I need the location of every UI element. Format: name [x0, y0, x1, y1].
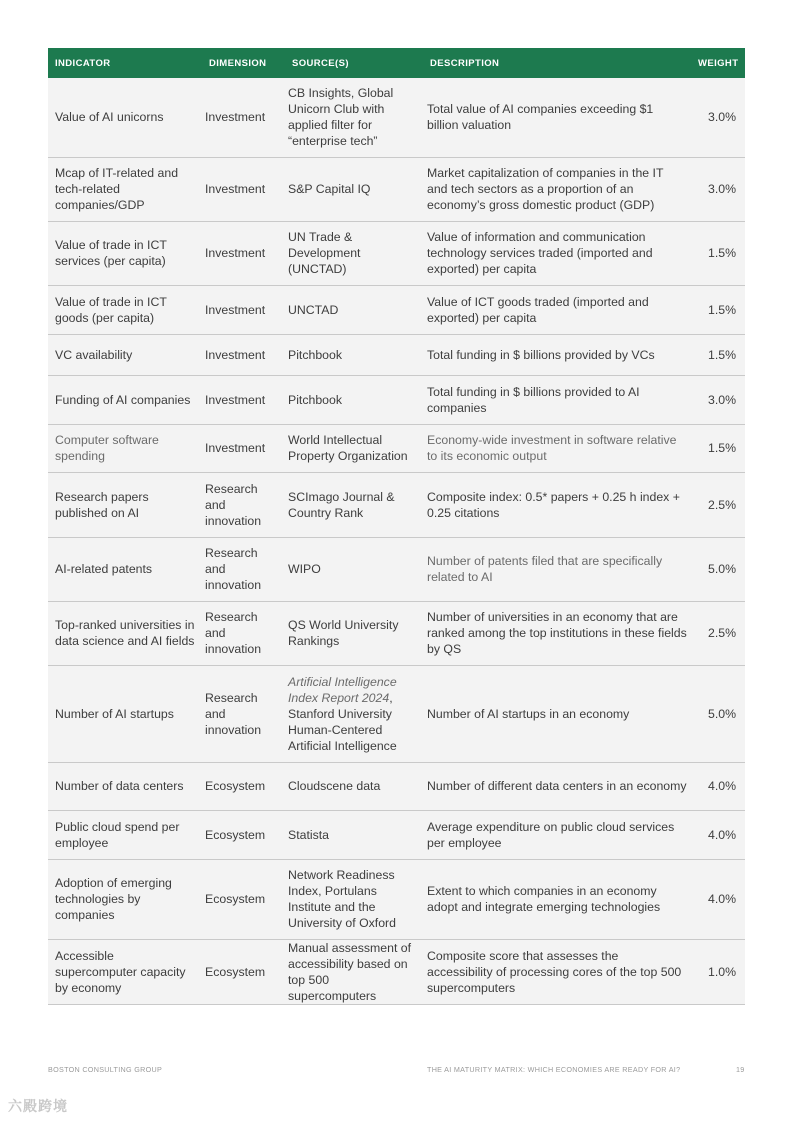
description-cell: Value of ICT goods traded (imported and exported) per capita	[423, 285, 691, 334]
description-cell: Value of information and communication technology services traded (imported and exported) per capita	[423, 221, 691, 285]
dimension-cell: Research and innovation	[202, 472, 285, 537]
table-row	[48, 537, 745, 601]
weight-cell: 2.5%	[691, 472, 745, 537]
description-cell: Composite score that assesses the accessibility of processing cores of the top 500 supercomputers	[423, 939, 691, 1004]
dimension-cell: Ecosystem	[202, 859, 285, 939]
indicator-cell: Research papers published on AI	[48, 472, 202, 537]
dimension-cell: Investment	[202, 334, 285, 375]
table-row	[48, 859, 745, 939]
dimension-cell: Research and innovation	[202, 665, 285, 762]
dimension-cell: Research and innovation	[202, 601, 285, 665]
dimension-cell: Investment	[202, 157, 285, 221]
description-cell: Extent to which companies in an economy adopt and integrate emerging technologies	[423, 859, 691, 939]
dimension-cell: Investment	[202, 285, 285, 334]
table-row	[48, 939, 745, 1004]
table-row	[48, 375, 745, 424]
source-cell: UN Trade & Development (UNCTAD)	[285, 221, 423, 285]
source-cell: Network Readiness Index, Portulans Institute and the University of Oxford	[285, 859, 423, 939]
footer-publisher: BOSTON CONSULTING GROUP	[48, 1065, 163, 1074]
dimension-cell: Ecosystem	[202, 810, 285, 859]
description-cell: Number of different data centers in an economy	[423, 762, 691, 810]
dimension-cell: Ecosystem	[202, 762, 285, 810]
description-cell: Total funding in $ billions provided by VCs	[423, 334, 691, 375]
header-sources: SOURCE(S)	[292, 57, 349, 69]
source-cell: Statista	[285, 810, 423, 859]
header-weight: WEIGHT	[698, 57, 739, 69]
indicator-cell: Value of trade in ICT services (per capita)	[48, 221, 202, 285]
source-cell: WIPO	[285, 537, 423, 601]
table-row	[48, 78, 745, 157]
indicator-table	[48, 48, 745, 1005]
table-row	[48, 665, 745, 762]
footer-report-title: THE AI MATURITY MATRIX: WHICH ECONOMIES ARE READY FOR AI?	[427, 1065, 681, 1074]
description-cell: Number of AI startups in an economy	[423, 665, 691, 762]
dimension-cell: Investment	[202, 78, 285, 157]
indicator-cell: Accessible supercomputer capacity by economy	[48, 939, 202, 1004]
indicator-cell: AI-related patents	[48, 537, 202, 601]
weight-cell: 1.5%	[691, 285, 745, 334]
table-row	[48, 601, 745, 665]
source-cell: Manual assessment of accessibility based on top 500 supercomputers	[285, 939, 423, 1004]
indicator-cell: Public cloud spend per employee	[48, 810, 202, 859]
source-cell: CB Insights, Global Unicorn Club with applied filter for “enterprise tech”	[285, 78, 423, 157]
table-row	[48, 810, 745, 859]
weight-cell: 1.5%	[691, 334, 745, 375]
source-cell: QS World University Rankings	[285, 601, 423, 665]
table-row	[48, 424, 745, 472]
weight-cell: 5.0%	[691, 665, 745, 762]
header-indicator: INDICATOR	[55, 57, 111, 69]
weight-cell: 2.5%	[691, 601, 745, 665]
indicator-cell: Adoption of emerging technologies by companies	[48, 859, 202, 939]
weight-cell: 1.5%	[691, 221, 745, 285]
weight-cell: 3.0%	[691, 375, 745, 424]
indicator-cell: Top-ranked universities in data science and AI fields	[48, 601, 202, 665]
weight-cell: 5.0%	[691, 537, 745, 601]
table-row	[48, 285, 745, 334]
page-number: 19	[736, 1065, 745, 1074]
table-row	[48, 472, 745, 537]
description-cell: Average expenditure on public cloud services per employee	[423, 810, 691, 859]
indicator-cell: VC availability	[48, 334, 202, 375]
weight-cell: 4.0%	[691, 762, 745, 810]
header-description: DESCRIPTION	[430, 57, 500, 69]
description-cell: Composite index: 0.5* papers + 0.25 h index + 0.25 citations	[423, 472, 691, 537]
source-rest: , Stanford University Human-Centered Artificial Intelligence	[288, 690, 397, 753]
table-row	[48, 762, 745, 810]
description-cell: Economy-wide investment in software relative to its economic output	[423, 424, 691, 472]
description-cell: Number of universities in an economy that are ranked among the top institutions in these fields by QS	[423, 601, 691, 665]
indicator-cell: Mcap of IT-related and tech-related companies/GDP	[48, 157, 202, 221]
description-cell: Total value of AI companies exceeding $1 billion valuation	[423, 78, 691, 157]
indicator-cell: Number of data centers	[48, 762, 202, 810]
source-italic-title: Artificial Intelligence Index Report 2024	[288, 674, 397, 705]
source-cell: Pitchbook	[285, 375, 423, 424]
weight-cell: 4.0%	[691, 810, 745, 859]
table-row	[48, 157, 745, 221]
header-dimension: DIMENSION	[209, 57, 267, 69]
indicator-cell: Funding of AI companies	[48, 375, 202, 424]
weight-cell: 1.5%	[691, 424, 745, 472]
source-cell: SCImago Journal & Country Rank	[285, 472, 423, 537]
source-cell: Pitchbook	[285, 334, 423, 375]
weight-cell: 4.0%	[691, 859, 745, 939]
table-header-row	[48, 48, 745, 78]
dimension-cell: Research and innovation	[202, 537, 285, 601]
weight-cell: 3.0%	[691, 157, 745, 221]
source-cell: Cloudscene data	[285, 762, 423, 810]
source-cell: UNCTAD	[285, 285, 423, 334]
description-cell: Market capitalization of companies in the IT and tech sectors as a proportion of an economy’s gross domestic product (GDP)	[423, 157, 691, 221]
weight-cell: 1.0%	[691, 939, 745, 1004]
dimension-cell: Investment	[202, 424, 285, 472]
weight-cell: 3.0%	[691, 78, 745, 157]
indicator-cell: Value of AI unicorns	[48, 78, 202, 157]
dimension-cell: Investment	[202, 221, 285, 285]
indicator-cell: Number of AI startups	[48, 665, 202, 762]
dimension-cell: Ecosystem	[202, 939, 285, 1004]
table-row	[48, 334, 745, 375]
source-cell	[285, 665, 423, 762]
indicator-cell: Value of trade in ICT goods (per capita)	[48, 285, 202, 334]
description-cell: Total funding in $ billions provided to AI companies	[423, 375, 691, 424]
table-row	[48, 221, 745, 285]
description-cell: Number of patents filed that are specifically related to AI	[423, 537, 691, 601]
indicator-cell: Computer software spending	[48, 424, 202, 472]
dimension-cell: Investment	[202, 375, 285, 424]
source-cell: S&P Capital IQ	[285, 157, 423, 221]
source-cell: World Intellectual Property Organization	[285, 424, 423, 472]
watermark: 六殿跨境	[8, 1098, 68, 1114]
